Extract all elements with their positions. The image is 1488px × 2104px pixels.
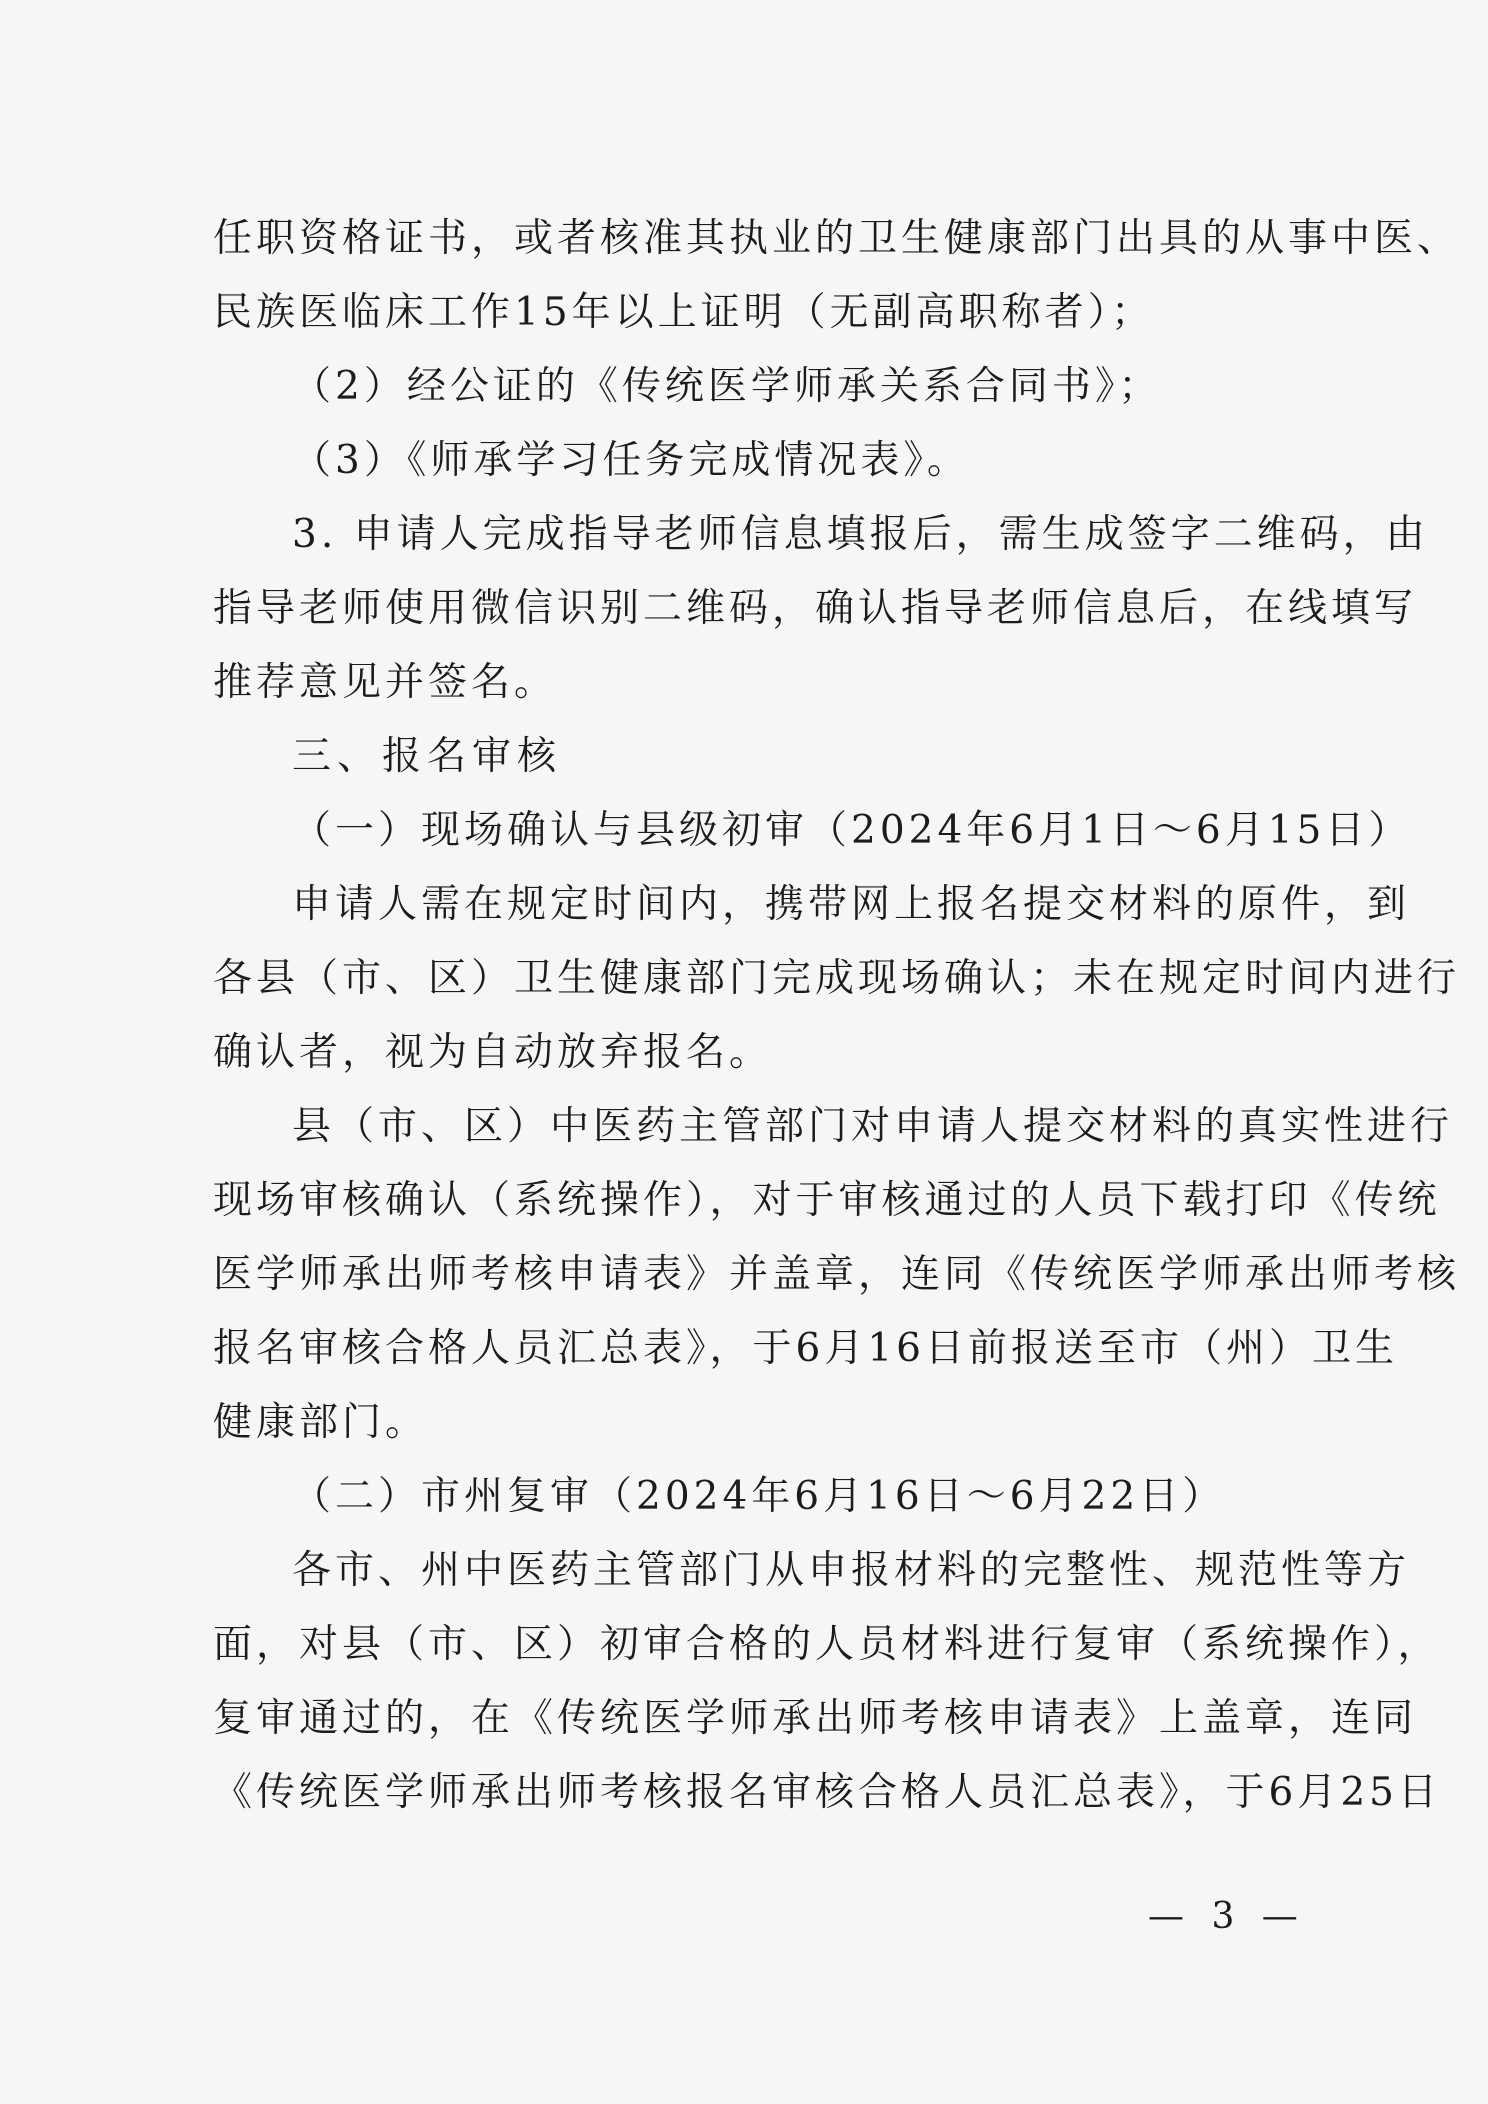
body-line: 复审通过的，在《传统医学师承出师考核申请表》上盖章，连同 xyxy=(213,1696,1418,1741)
body-line: 民族医临床工作15年以上证明（无副高职称者）； xyxy=(213,290,1155,335)
body-line: 3. 申请人完成指导老师信息填报后，需生成签字二维码，由 xyxy=(292,512,1429,557)
subsection-heading: （一）现场确认与县级初审（2024年6月1日～6月15日） xyxy=(292,808,1412,853)
body-line: 指导老师使用微信识别二维码，确认指导老师信息后，在线填写 xyxy=(213,586,1418,631)
list-item: （3）《师承学习任务完成情况表》。 xyxy=(292,438,970,483)
body-line: 县（市、区）中医药主管部门对申请人提交材料的真实性进行 xyxy=(292,1104,1454,1149)
body-line: 面，对县（市、区）初审合格的人员材料进行复审（系统操作）， xyxy=(213,1622,1441,1667)
section-heading: 三、报名审核 xyxy=(292,734,563,779)
body-line: 医学师承出师考核申请表》并盖章，连同《传统医学师承出师考核 xyxy=(213,1252,1461,1297)
body-line: 各市、州中医药主管部门从申报材料的完整性、规范性等方 xyxy=(292,1548,1411,1593)
body-line: 报名审核合格人员汇总表》，于6月16日前报送至市（州）卫生 xyxy=(213,1326,1398,1371)
body-line: 任职资格证书，或者核准其执业的卫生健康部门出具的从事中医、 xyxy=(213,216,1461,261)
body-line: 推荐意见并签名。 xyxy=(213,660,558,705)
body-line: 健康部门。 xyxy=(213,1400,429,1445)
page-number: — 3 — xyxy=(1148,1896,1306,1937)
body-line: 确认者，视为自动放弃报名。 xyxy=(213,1030,773,1075)
subsection-heading: （二）市州复审（2024年6月16日～6月22日） xyxy=(292,1474,1226,1519)
body-line: 《传统医学师承出师考核报名审核合格人员汇总表》，于6月25日 xyxy=(213,1770,1441,1815)
list-item: （2）经公证的《传统医学师承关系合同书》； xyxy=(292,364,1162,409)
body-line: 各县（市、区）卫生健康部门完成现场确认；未在规定时间内进行 xyxy=(213,956,1461,1001)
body-line: 现场审核确认（系统操作），对于审核通过的人员下载打印《传统 xyxy=(213,1178,1441,1223)
body-line: 申请人需在规定时间内，携带网上报名提交材料的原件，到 xyxy=(292,882,1411,927)
